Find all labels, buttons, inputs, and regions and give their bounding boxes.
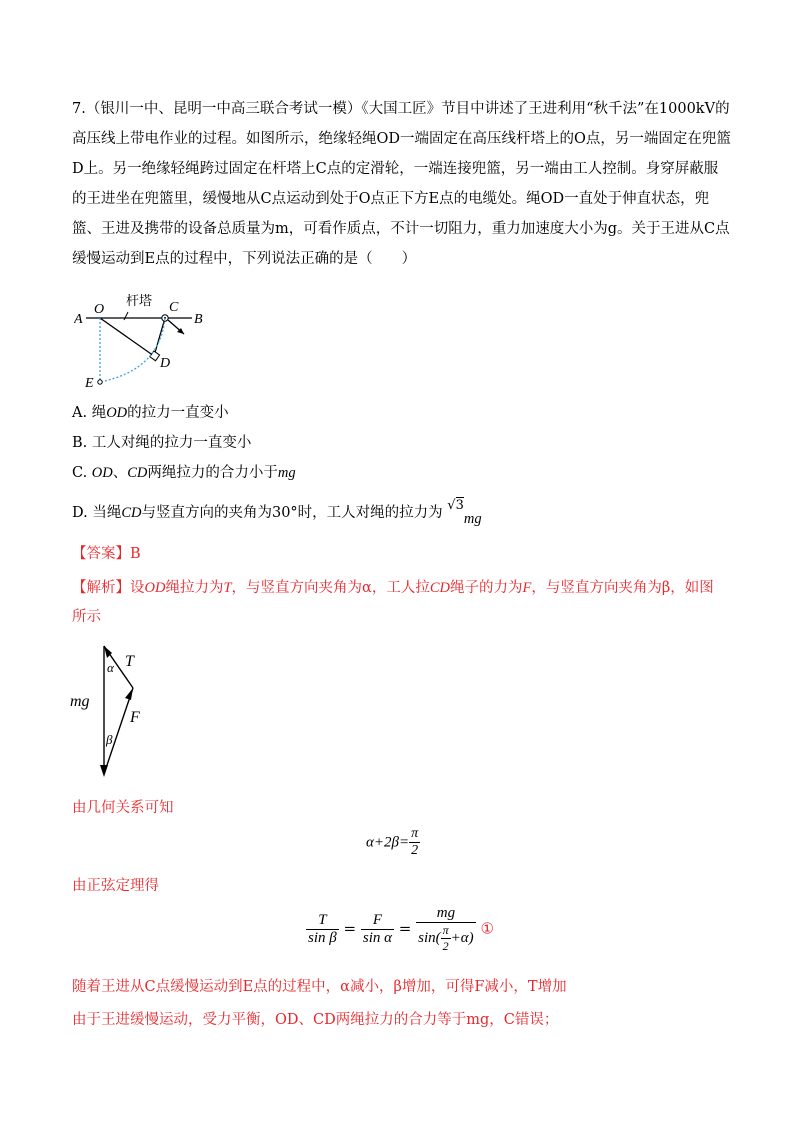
- conclusion-2: 由于王进缓慢运动，受力平衡，OD、CD两绳拉力的合力等于mg，C错误；: [72, 1012, 559, 1028]
- label-a: A: [74, 312, 83, 327]
- geometry-intro: 由几何关系可知: [72, 800, 174, 816]
- label-e: E: [85, 376, 94, 390]
- option-b[interactable]: B. 工人对绳的拉力一直变小: [72, 435, 252, 451]
- point-e: [98, 380, 102, 384]
- analysis-line-2: 所示: [72, 609, 101, 625]
- option-c[interactable]: C. OD、CD两绳拉力的合力小于mg: [72, 465, 296, 481]
- sqrt-symbol: √3: [447, 498, 464, 513]
- equation-2: $\frac{T}{\text{sin β}}$ = $\frac{F}{\text{sin α}}$ = mg sin( $\frac{\pi}{2}$ +α) ①: [308, 905, 494, 953]
- sine-intro: 由正弦定理得: [72, 878, 159, 894]
- rope-od: [100, 318, 154, 356]
- rope-cd: [154, 318, 165, 356]
- label-o: O: [94, 302, 105, 317]
- answer-line: 【答案】B: [72, 546, 141, 562]
- question-body: 7.（银川一中、昆明一中高三联合考试一模）《大国工匠》节目中讲述了王进利用“秋千法”在1000kV的高压线上带电作业的过程。如图所示，绝缘轻绳OD一端固定在高压线杆塔上的O点，另一端固定在兜篮D上。另一绝缘轻绳跨过固定在杆塔上C点的定滑轮，一端连接兜篮，另一端由工人控制。身穿屏蔽服的王进坐在兜篮里，缓慢地从C点运动到处于O点正下方E点的电缆处。绳OD一直处于伸直状态，兜篮、王进及携带的设备总质量为m，可看作质点，不计一切阻力，重力加速度大小为g。关于王进从C点缓慢运动到E点的过程中，下列说法正确的是（ ）: [72, 101, 731, 267]
- label-t: T: [125, 653, 134, 670]
- f-vector: [104, 688, 133, 774]
- conclusion-1: 随着王进从C点缓慢运动到E点的过程中，α减小，β增加，可得F减小，T增加: [72, 979, 567, 995]
- label-f: F: [130, 709, 140, 726]
- question-text: [72, 94, 732, 274]
- label-d: D: [160, 356, 171, 371]
- label-alpha: α: [107, 660, 114, 675]
- label-mg: mg: [70, 693, 90, 710]
- tower-diagram: [74, 290, 214, 390]
- force-triangle: [70, 638, 160, 783]
- label-c: C: [169, 300, 179, 315]
- label-b: B: [194, 312, 203, 327]
- label-tower: 杆塔: [126, 294, 153, 309]
- tower-pointer: [124, 312, 128, 320]
- label-beta: β: [106, 732, 113, 747]
- equation-marker: ①: [480, 919, 494, 938]
- option-a[interactable]: A. 绳OD的拉力一直变小: [72, 405, 229, 421]
- basket-d: [150, 351, 160, 361]
- option-d[interactable]: D. 当绳CD与竖直方向的夹角为30°时，工人对绳的拉力为 √3mg: [72, 498, 482, 527]
- equation-1: α+2β= $\frac{\pi}{2}$: [366, 826, 419, 858]
- analysis-line-1: 【解析】设OD绳拉力为T，与竖直方向夹角为α，工人拉CD绳子的力为F，与竖直方向夹角为β，如图: [72, 580, 714, 596]
